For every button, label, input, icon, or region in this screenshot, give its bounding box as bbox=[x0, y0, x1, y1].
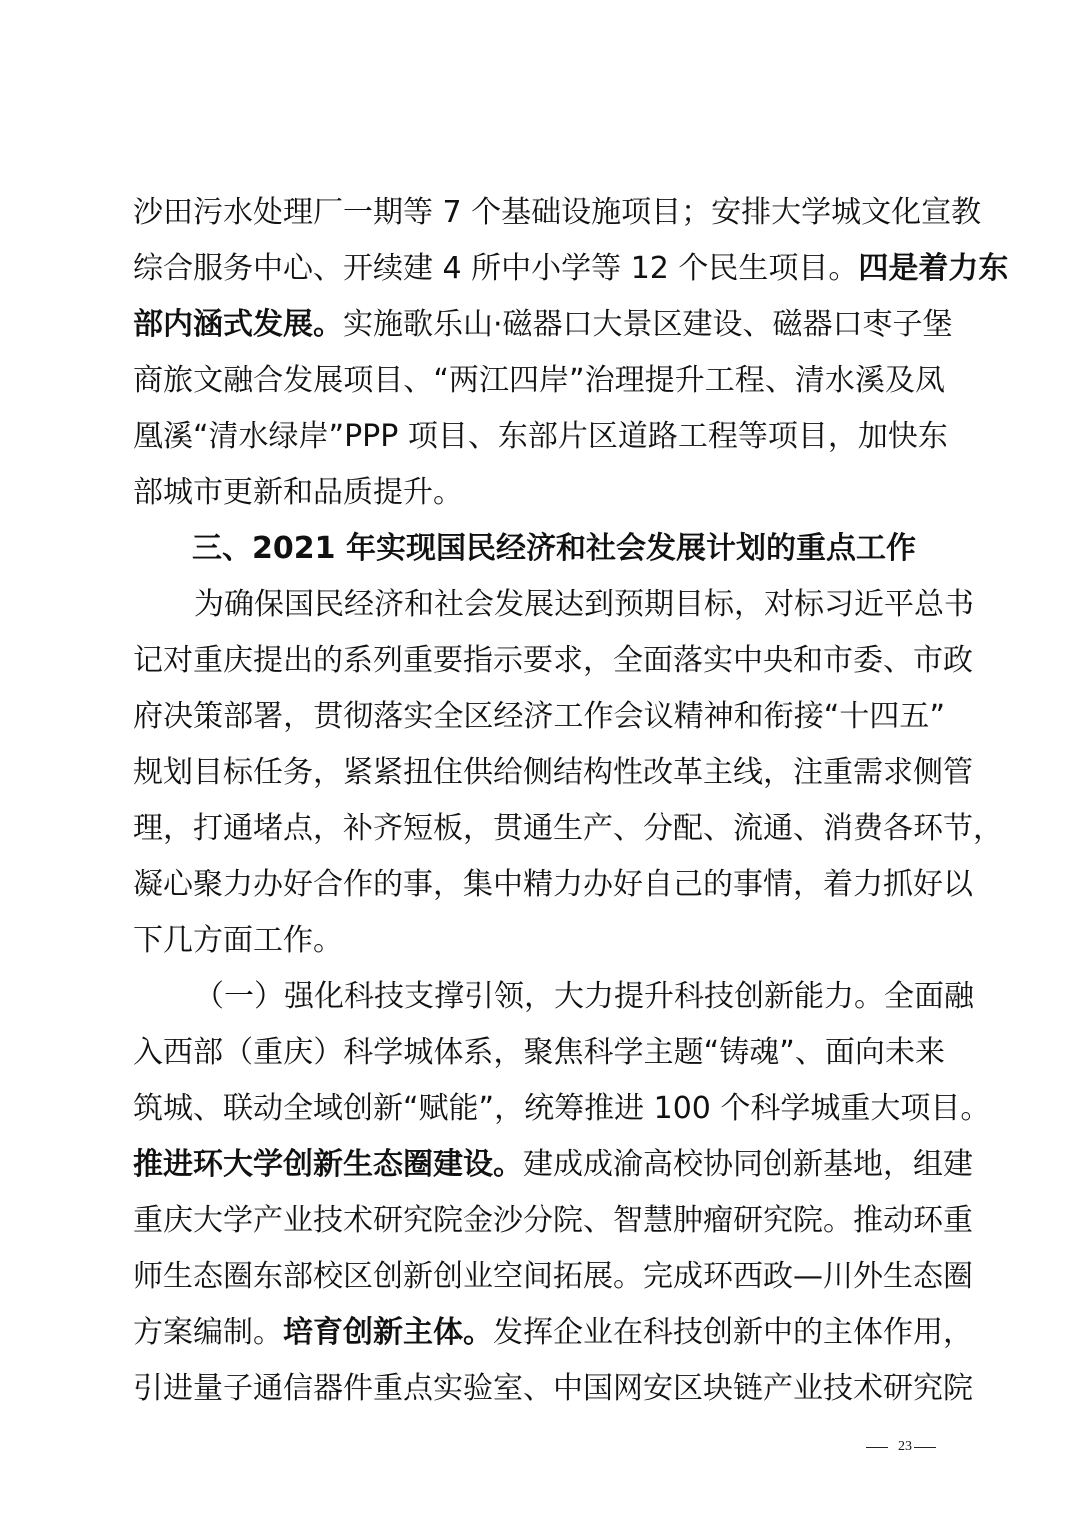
paragraph-line bbox=[133, 1313, 973, 1353]
paragraph-line: 入西部（重庆）科学城体系，聚焦科学主题“铸魂”、面向未来 bbox=[133, 1035, 945, 1070]
paragraph-line: 凝心聚力办好合作的事，集中精力办好自己的事情，着力抓好以 bbox=[133, 867, 973, 902]
line-text: 方案编制。 bbox=[133, 1315, 283, 1350]
paragraph-line: 师生态圈东部校区创新创业空间拓展。完成环西政—川外生态圈 bbox=[133, 1259, 973, 1294]
bold-phrase: 部内涵式发展。 bbox=[133, 307, 343, 342]
line-text: 发挥企业在科技创新中的主体作用， bbox=[493, 1315, 973, 1350]
paragraph-line: 为确保国民经济和社会发展达到预期目标，对标习近平总书 bbox=[194, 587, 974, 622]
page-footer bbox=[866, 1437, 946, 1457]
paragraph-line: 部城市更新和品质提升。 bbox=[133, 475, 463, 510]
paragraph-line: 引进量子通信器件重点实验室、中国网安区块链产业技术研究院 bbox=[133, 1371, 973, 1406]
paragraph-line: 商旅文融合发展项目、“两江四岸”治理提升工程、清水溪及凤 bbox=[133, 363, 945, 398]
line-text: 实施歌乐山·磁器口大景区建设、磁器口枣子堡 bbox=[343, 307, 953, 342]
paragraph-line: 下几方面工作。 bbox=[133, 923, 343, 958]
line-text: 综合服务中心、开续建 4 所中小学等 12 个民生项目。 bbox=[133, 251, 859, 286]
bold-phrase: 培育创新主体。 bbox=[283, 1315, 493, 1350]
paragraph-line: 凰溪“清水绿岸”PPP 项目、东部片区道路工程等项目，加快东 bbox=[133, 419, 948, 454]
paragraph-line: 沙田污水处理厂一期等 7 个基础设施项目；安排大学城文化宣教 bbox=[133, 195, 982, 230]
section-heading: 三、2021 年实现国民经济和社会发展计划的重点工作 bbox=[192, 531, 916, 566]
paragraph-line: 记对重庆提出的系列重要指示要求，全面落实中央和市委、市政 bbox=[133, 643, 973, 678]
paragraph-line bbox=[133, 249, 1009, 289]
bold-phrase: 四是着力东 bbox=[858, 251, 1009, 286]
footer-dash bbox=[914, 1447, 936, 1448]
paragraph-line bbox=[133, 1145, 973, 1185]
paragraph-line: 规划目标任务，紧紧扭住供给侧结构性改革主线，注重需求侧管 bbox=[133, 755, 973, 790]
page-number: 23 bbox=[898, 1439, 912, 1454]
line-text: 建成成渝高校协同创新基地，组建 bbox=[523, 1147, 973, 1182]
paragraph-line bbox=[133, 305, 953, 345]
paragraph-line: 筑城、联动全域创新“赋能”，统筹推进 100 个科学城重大项目。 bbox=[133, 1091, 991, 1126]
paragraph-line: 理，打通堵点，补齐短板，贯通生产、分配、流通、消费各环节， bbox=[133, 811, 1003, 846]
subsection-heading-line: （一）强化科技支撑引领，大力提升科技创新能力。全面融 bbox=[194, 979, 974, 1014]
paragraph-line: 府决策部署，贯彻落实全区经济工作会议精神和衔接“十四五” bbox=[133, 699, 945, 734]
paragraph-line: 重庆大学产业技术研究院金沙分院、智慧肿瘤研究院。推动环重 bbox=[133, 1203, 973, 1238]
footer-dash bbox=[866, 1447, 888, 1448]
bold-phrase: 推进环大学创新生态圈建设。 bbox=[133, 1147, 523, 1182]
